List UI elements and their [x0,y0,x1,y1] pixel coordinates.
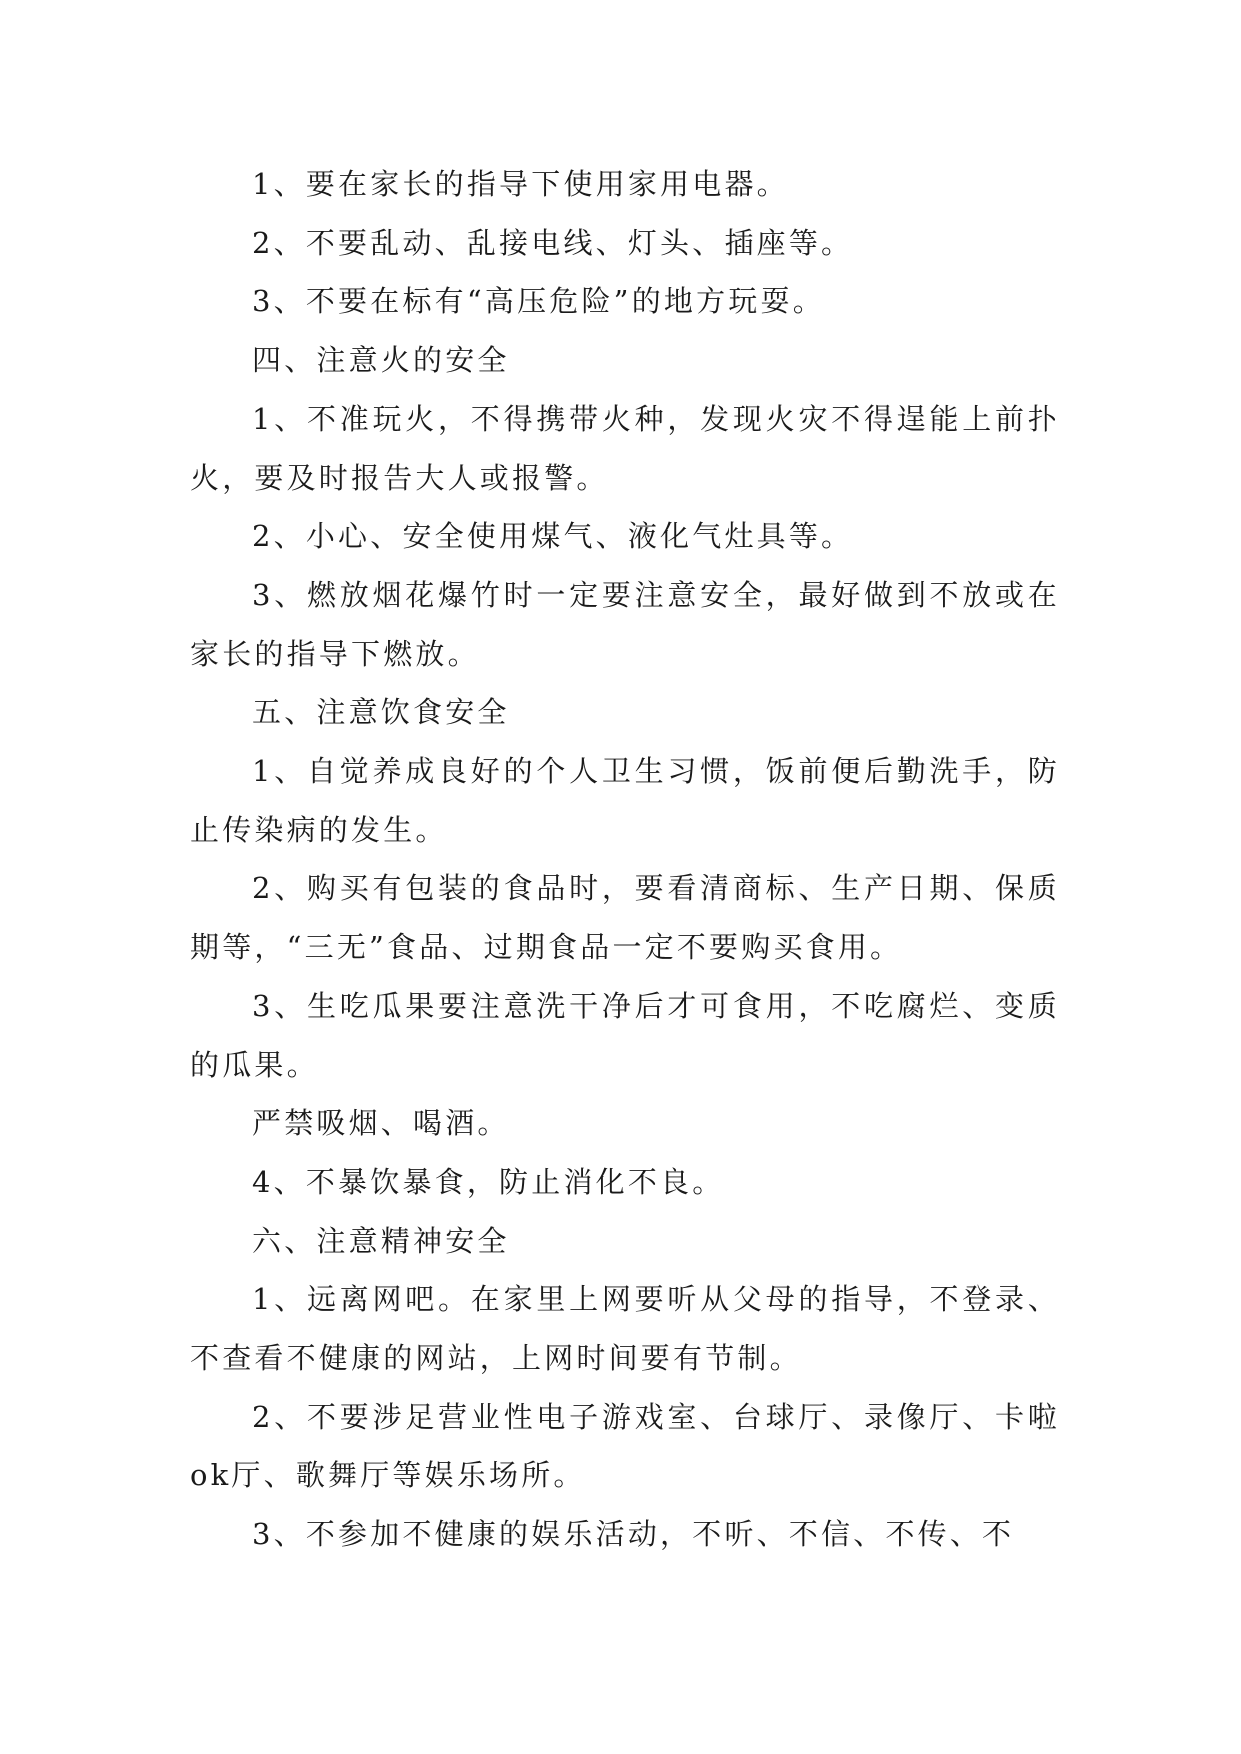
paragraph-food-4: 4、不暴饮暴食，防止消化不良。 [252,1164,725,1199]
paragraph-food-1: 1、自觉养成良好的个人卫生习惯，饭前便后勤洗手，防止传染病的发生。 [190,754,1060,847]
section-heading-fire: 四、注意火的安全 [252,343,510,378]
document-body [190,155,1060,1564]
paragraph-mental-1: 1、远离网吧。在家里上网要听从父母的指导，不登录、不查看不健康的网站，上网时间要有节制。 [190,1282,1060,1376]
paragraph-food-3: 3、生吃瓜果要注意洗干净后才可食用，不吃腐烂、变质的瓜果。 [190,988,1060,1082]
paragraph-fire-3: 3、燃放烟花爆竹时一定要注意安全，最好做到不放或在家长的指导下燃放。 [190,577,1060,671]
paragraph-electric-3: 3、不要在标有“高压危险”的地方玩耍。 [252,284,825,319]
section-heading-food: 五、注意饮食安全 [252,695,510,730]
paragraph-electric-1: 1、要在家长的指导下使用家用电器。 [252,167,789,201]
paragraph-food-2: 2、购买有包装的食品时，要看清商标、生产日期、保质期等，“三无”食品、过期食品一定不要购买食用。 [190,871,1060,965]
paragraph-food-no-smoking: 严禁吸烟、喝酒。 [252,1106,510,1141]
paragraph-mental-3: 3、不参加不健康的娱乐活动，不听、不信、不传、不 [252,1517,1015,1552]
section-heading-mental: 六、注意精神安全 [252,1223,510,1258]
paragraph-fire-2: 2、小心、安全使用煤气、液化气灶具等。 [252,519,854,554]
paragraph-electric-2: 2、不要乱动、乱接电线、灯头、插座等。 [252,225,854,260]
paragraph-mental-2: 2、不要涉足营业性电子游戏室、台球厅、录像厅、卡啦ok厅、歌舞厅等娱乐场所。 [190,1399,1060,1493]
paragraph-fire-1: 1、不准玩火，不得携带火种，发现火灾不得逞能上前扑火，要及时报告大人或报警。 [190,401,1060,495]
